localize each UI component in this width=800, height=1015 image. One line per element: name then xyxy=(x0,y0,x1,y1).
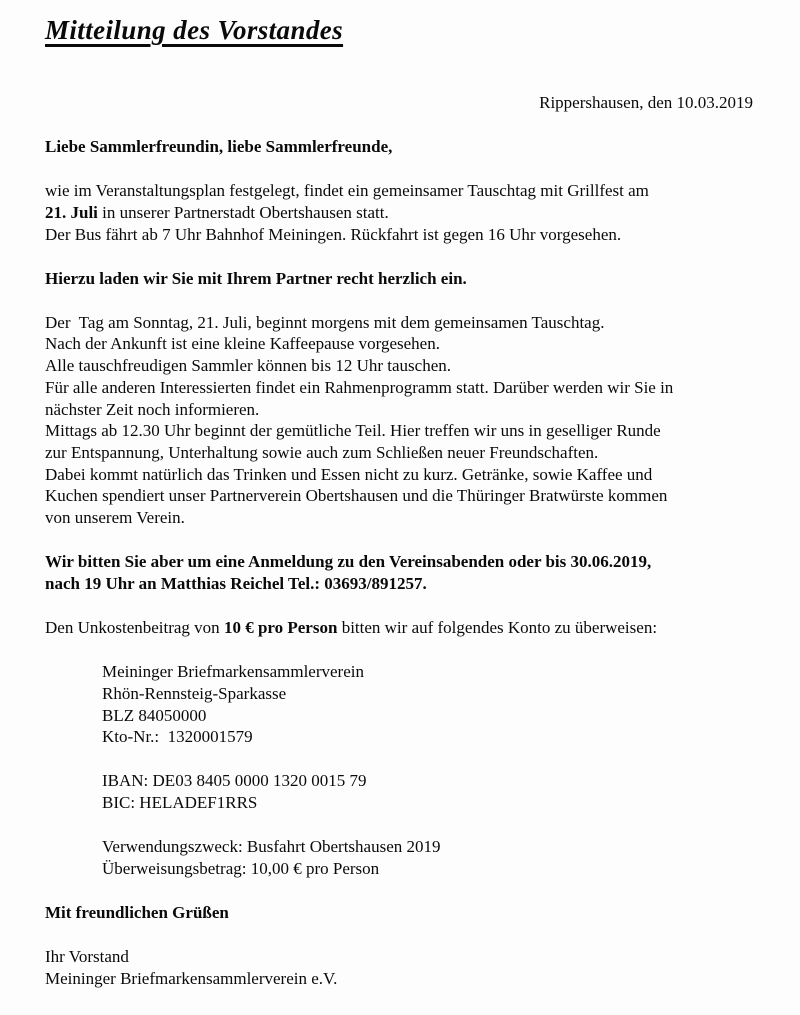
paragraph-line xyxy=(45,420,753,442)
paragraph-line xyxy=(102,661,753,683)
paragraph-line xyxy=(45,333,753,355)
registration-request-paragraph xyxy=(45,551,753,594)
body-text: Den Unkostenbeitrag von xyxy=(45,618,224,637)
body-text: bitten wir auf folgendes Konto zu überweisen: xyxy=(337,618,658,637)
body-text: BIC: HELADEF1RRS xyxy=(102,793,258,812)
body-text: Hierzu laden wir Sie mit Ihrem Partner recht herzlich ein. xyxy=(45,268,467,288)
paragraph-line xyxy=(45,617,753,639)
body-text: Kto-Nr.: 1320001579 xyxy=(102,727,253,747)
paragraph-line xyxy=(45,442,753,464)
paragraph-line xyxy=(102,726,753,748)
signature-paragraph xyxy=(45,946,753,989)
paragraph-line xyxy=(102,836,753,858)
paragraph-line xyxy=(45,464,753,486)
paragraph-line xyxy=(45,573,753,595)
paragraph-line xyxy=(45,355,753,377)
body-text: Mit freundlichen Grüßen xyxy=(45,902,229,922)
paragraph-line xyxy=(45,224,753,246)
paragraph-line xyxy=(45,968,753,990)
program-paragraph xyxy=(45,312,753,529)
fee-paragraph xyxy=(45,617,753,639)
paragraph-line xyxy=(45,180,753,202)
paragraph-line xyxy=(45,551,753,573)
body-text: Wir bitten Sie aber um eine Anmeldung zu den Vereinsabenden oder bis 30.06.2019, xyxy=(45,552,652,572)
body-text: Kuchen spendiert unser Partnerverein Obertshausen und die Thüringer Bratwürste kommen xyxy=(45,486,668,506)
paragraph-line xyxy=(102,858,753,880)
body-text: von unserem Verein. xyxy=(45,508,185,528)
body-text: zur Entspannung, Unterhaltung sowie auch zum Schließen neuer Freundschaften. xyxy=(45,443,599,462)
body-text: Verwendungszweck: Busfahrt Obertshausen 2019 xyxy=(102,837,441,857)
salutation-paragraph xyxy=(45,136,753,158)
body-text: Meininger Briefmarkensammlerverein xyxy=(102,662,364,682)
bank-account-paragraph xyxy=(102,661,753,748)
paragraph-line xyxy=(45,312,753,334)
body-text: Mittags ab 12.30 Uhr beginnt der gemütliche Teil. Hier treffen wir uns in geselliger Runde xyxy=(45,421,661,441)
paragraph-line xyxy=(45,136,753,158)
paragraph-line xyxy=(45,377,753,399)
invitation-paragraph xyxy=(45,268,753,290)
intro-paragraph xyxy=(45,180,753,245)
body-text: nach 19 Uhr an Matthias Reichel Tel.: 03693/891257. xyxy=(45,573,427,593)
paragraph-line xyxy=(45,399,753,421)
letter-title: Mitteilung des Vorstandes xyxy=(45,15,344,45)
body-text: Meininger Briefmarkensammlerverein e.V. xyxy=(45,968,338,988)
body-text: Der Bus fährt ab 7 Uhr Bahnhof Meiningen. Rückfahrt ist gegen 16 Uhr vorgesehen. xyxy=(45,224,622,244)
paragraph-line xyxy=(102,792,753,814)
letter-header xyxy=(45,14,753,46)
body-text: wie im Veranstaltungsplan festgelegt, findet ein gemeinsamer Tauschtag mit Grillfest am xyxy=(45,181,649,201)
letter-body xyxy=(45,136,753,989)
paragraph-line xyxy=(102,705,753,727)
body-text: Ihr Vorstand xyxy=(45,946,129,966)
paragraph-line xyxy=(45,507,753,529)
body-text: Dabei kommt natürlich das Trinken und Essen nicht zu kurz. Getränke, sowie Kaffee und xyxy=(45,464,653,484)
body-text: Alle tauschfreudigen Sammler können bis 12 Uhr tauschen. xyxy=(45,356,452,376)
emphasis-text: 21. Juli xyxy=(45,202,98,222)
paragraph-line xyxy=(45,946,753,968)
bank-codes-paragraph xyxy=(102,770,753,813)
paragraph-line xyxy=(45,485,753,507)
paragraph-line xyxy=(45,902,753,924)
closing-paragraph xyxy=(45,902,753,924)
body-text: BLZ 84050000 xyxy=(102,705,207,725)
dateline: Rippershausen, den 10.03.2019 xyxy=(539,93,753,112)
body-text: Überweisungsbetrag: 10,00 € pro Person xyxy=(102,858,380,878)
body-text: IBAN: DE03 8405 0000 1320 0015 79 xyxy=(102,771,367,791)
body-text: nächster Zeit noch informieren. xyxy=(45,399,260,419)
paragraph-line xyxy=(102,683,753,705)
body-text: Der Tag am Sonntag, 21. Juli, beginnt morgens mit dem gemeinsamen Tauschtag. xyxy=(45,312,605,332)
paragraph-line xyxy=(102,770,753,792)
body-text: Liebe Sammlerfreundin, liebe Sammlerfreunde, xyxy=(45,137,393,157)
transfer-details-paragraph xyxy=(102,836,753,879)
paragraph-line xyxy=(45,268,753,290)
body-text: Für alle anderen Interessierten findet ein Rahmenprogramm statt. Darüber werden wir Sie in xyxy=(45,377,674,397)
body-text: Nach der Ankunft ist eine kleine Kaffeepause vorgesehen. xyxy=(45,334,440,354)
body-text: Rhön-Rennsteig-Sparkasse xyxy=(102,683,287,703)
body-text: in unserer Partnerstadt Obertshausen statt. xyxy=(97,202,389,222)
paragraph-line xyxy=(45,202,753,224)
emphasis-text: 10 € pro Person xyxy=(223,618,338,637)
